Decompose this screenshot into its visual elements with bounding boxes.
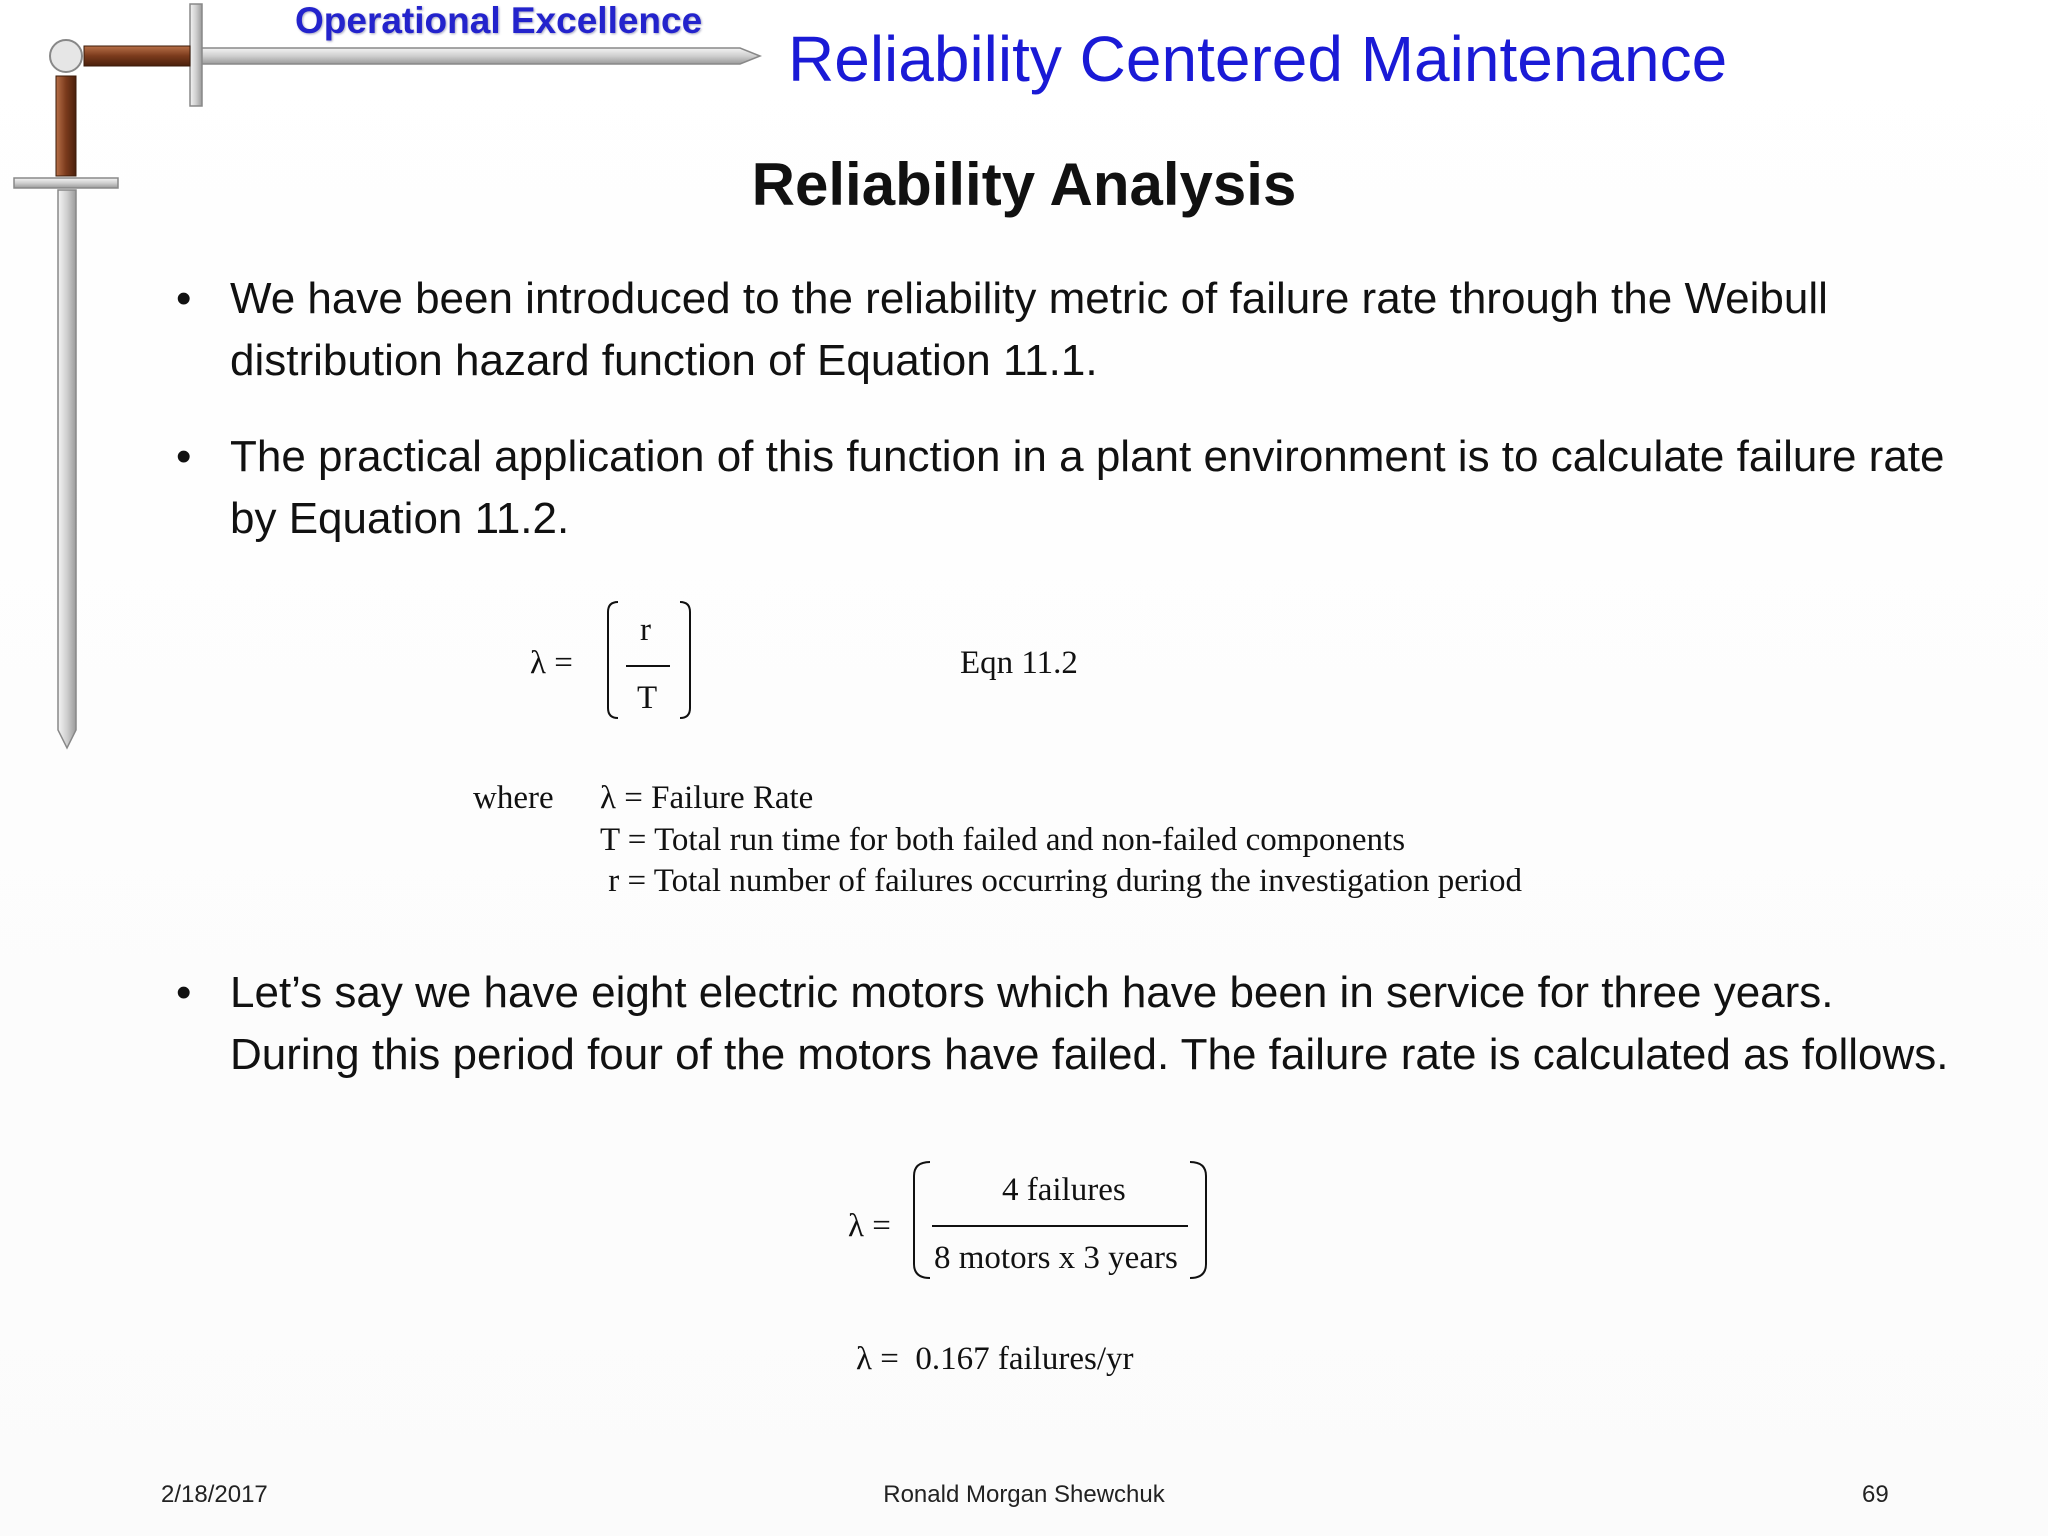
definition-line: λ = Failure Rate [600,780,814,816]
equation1-label: Eqn 11.2 [960,645,1078,681]
definition-line: T = Total run time for both failed and non-failed components [600,822,1406,858]
bullet-dot: • [176,274,192,323]
brand-text: Operational Excellence [295,0,703,41]
bullet-text: Let’s say we have eight electric motors which have been in service for three years. During this period four of the motors have failed. The failure rate is calculated as follows. [230,968,1949,1079]
equation1-lhs: λ = [530,645,573,681]
definition-line: r = Total number of failures occurring during the investigation period [600,863,1523,899]
slide-title: Reliability Analysis [751,151,1297,218]
equation1-denominator: T [637,680,658,716]
header-title: Reliability Centered Maintenance [788,23,1728,95]
bullet-dot: • [176,968,192,1017]
footer-author: Ronald Morgan Shewchuk [883,1481,1165,1508]
equation2-denominator: 8 motors x 3 years [934,1240,1178,1276]
equation2-lhs: λ = [848,1208,891,1244]
footer-page-number: 69 [1862,1481,1889,1508]
equation2-numerator: 4 failures [1002,1172,1126,1208]
result-text: λ = 0.167 failures/yr [856,1341,1134,1377]
definitions-where: where [473,780,554,816]
equation1-numerator: r [640,612,651,648]
bullet-text: We have been introduced to the reliability metric of failure rate through the Weibull distribution hazard function of Equation 11.1. [230,274,1828,385]
bullet-dot: • [176,432,192,481]
footer-date: 2/18/2017 [161,1481,268,1508]
bullet-text: The practical application of this function in a plant environment is to calculate failure rate by Equation 11.2. [230,432,1945,543]
